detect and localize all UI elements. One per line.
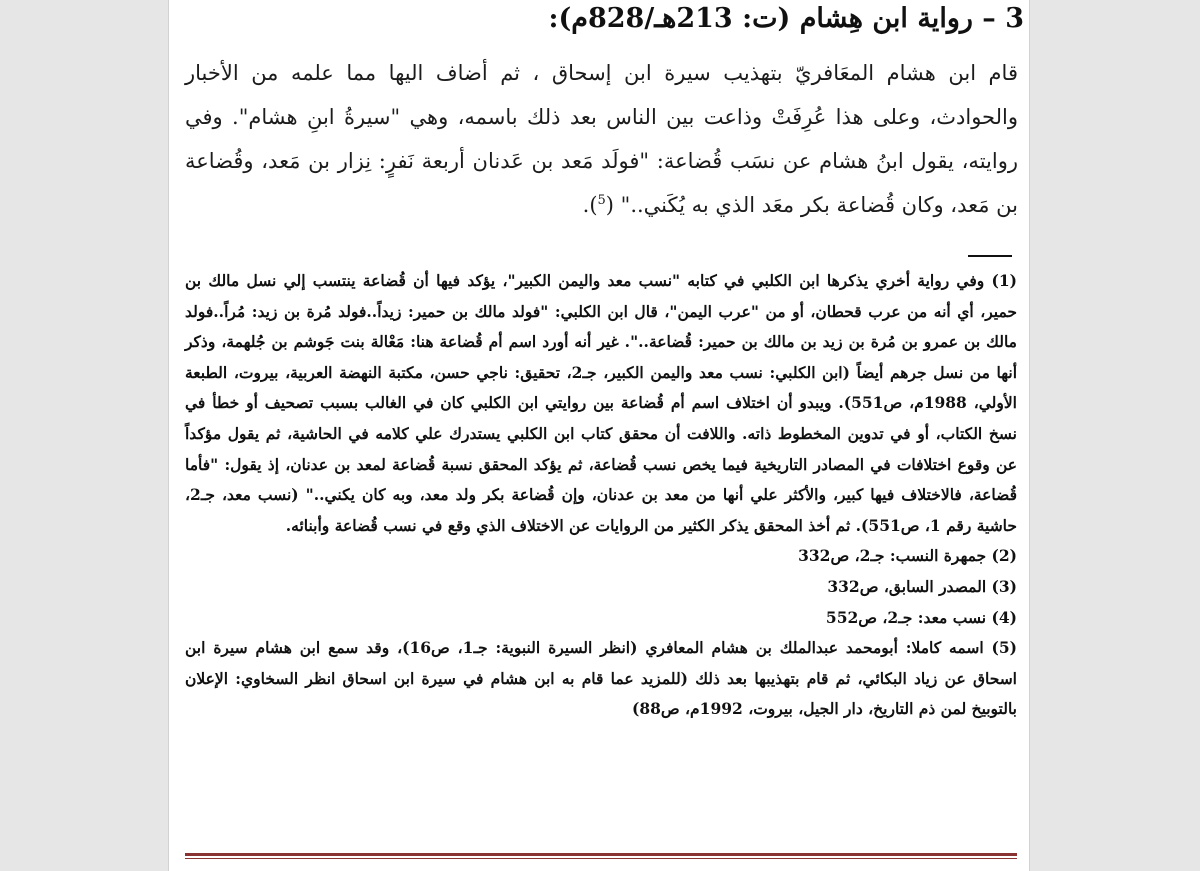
footer-rule-thin: [185, 858, 1017, 859]
footnote-ref-5[interactable]: 5: [597, 193, 606, 208]
footer-rule-thick: [185, 853, 1017, 856]
footnote-1: (1) وفي رواية أخري يذكرها ابن الكلبي في كتابه "نسب معد واليمن الكبير"، يؤكد فيها أن قُضاعة ينتسب إلي نسل مالك بن حمير، أي أنه من عرب قحطان، أو من "عرب اليمن"، قال ابن الكلبي: "فولد مالك بن حمير: زيداً..فولد مُرة بن زيد: مُراً..فولد مالك بن عمرو بن مُرة بن زيد بن مالك بن حمير: قُضاعة..". غير أنه أورد اسم أم قُضاعة هنا: مَعْالة بنت جَوشم بن جُلهمة، وذكر أنها من نسل جرهم أيضاً (ابن الكلبي: نسب معد واليمن الكبير، جـ2، تحقيق: ناجي حسن، مكتبة النهضة العربية، بيروت، الطبعة الأولي، 1988م، ص551). ويبدو أن اختلاف اسم أم قُضاعة بين روايتي ابن الكلبي كان في الغالب بسبب تصحيف أو خطأ في نسخ الكتاب، أو في تدوين المخطوط ذاته. واللافت أن محقق كتاب ابن الكلبي يستدرك علي كلامه في الحاشية، ثم يقول مؤكداً عن وقوع اختلافات في المصادر التاريخية فيما يخص نسب قُضاعة، ثم يؤكد المحقق نسبة قُضاعة لمعد بن عدنان، إذ يقول: "فأما قُضاعة، فالاختلاف فيها كبير، والأكثر علي أنها من معد بن عدنان، وإن قُضاعة بكر ولد معد، وبه كان يكني.." (نسب معد، جـ2، حاشية رقم 1، ص551). ثم أخذ المحقق يذكر الكثير من الروايات عن الاختلاف الذي وقع في نسب قُضاعة وأبنائه.: [185, 271, 1017, 535]
footnote-4: (4) نسب معد: جـ2، ص552: [825, 607, 1017, 627]
footnote-3: (3) المصدر السابق، ص332: [827, 576, 1017, 596]
footnotes: [185, 266, 1017, 725]
footnote-separator: [968, 255, 1012, 257]
section-heading: 3 – رواية ابن هِشام (ت: 213هـ/828م):: [548, 3, 1024, 34]
footnote-5: (5) اسمه كاملا: أبومحمد عبدالملك بن هشام المعافري (انظر السيرة النبوية: جـ1، ص16)، وقد سمع ابن هشام سيرة ابن اسحاق عن زياد البكائي، ثم قام بتهذيبها بعد ذلك (للمزيد عما قام به ابن هشام في سيرة ابن اسحاق انظر السخاوي: الإعلان بالتوبيخ لمن ذم التاريخ، دار الجيل، بيروت، 1992م، ص88): [185, 638, 1017, 719]
body-ref-close: ).: [582, 193, 598, 217]
footnote-2: (2) جمهرة النسب: جـ2، ص332: [798, 546, 1017, 566]
body-paragraph: [185, 51, 1018, 227]
body-text: قام ابن هشام المعَافريّ بتهذيب سيرة ابن إسحاق ، ثم أضاف اليها مما علمه من الأخبار والحوادث، وعلى هذا عُرِفَتْ وذاعت بين الناس بعد ذلك باسمه، وهي "سيرةُ ابنِ هشام". وفي روايته، يقول ابنُ هشام عن نسَب قُضاعة: "فولَد مَعد بن عَدنان أربعة نَفرٍ: نِزار بن مَعد، وقُضاعة بن مَعد، وكان قُضاعة بكر معَد الذي به يُكَني.." (: [185, 61, 1018, 217]
